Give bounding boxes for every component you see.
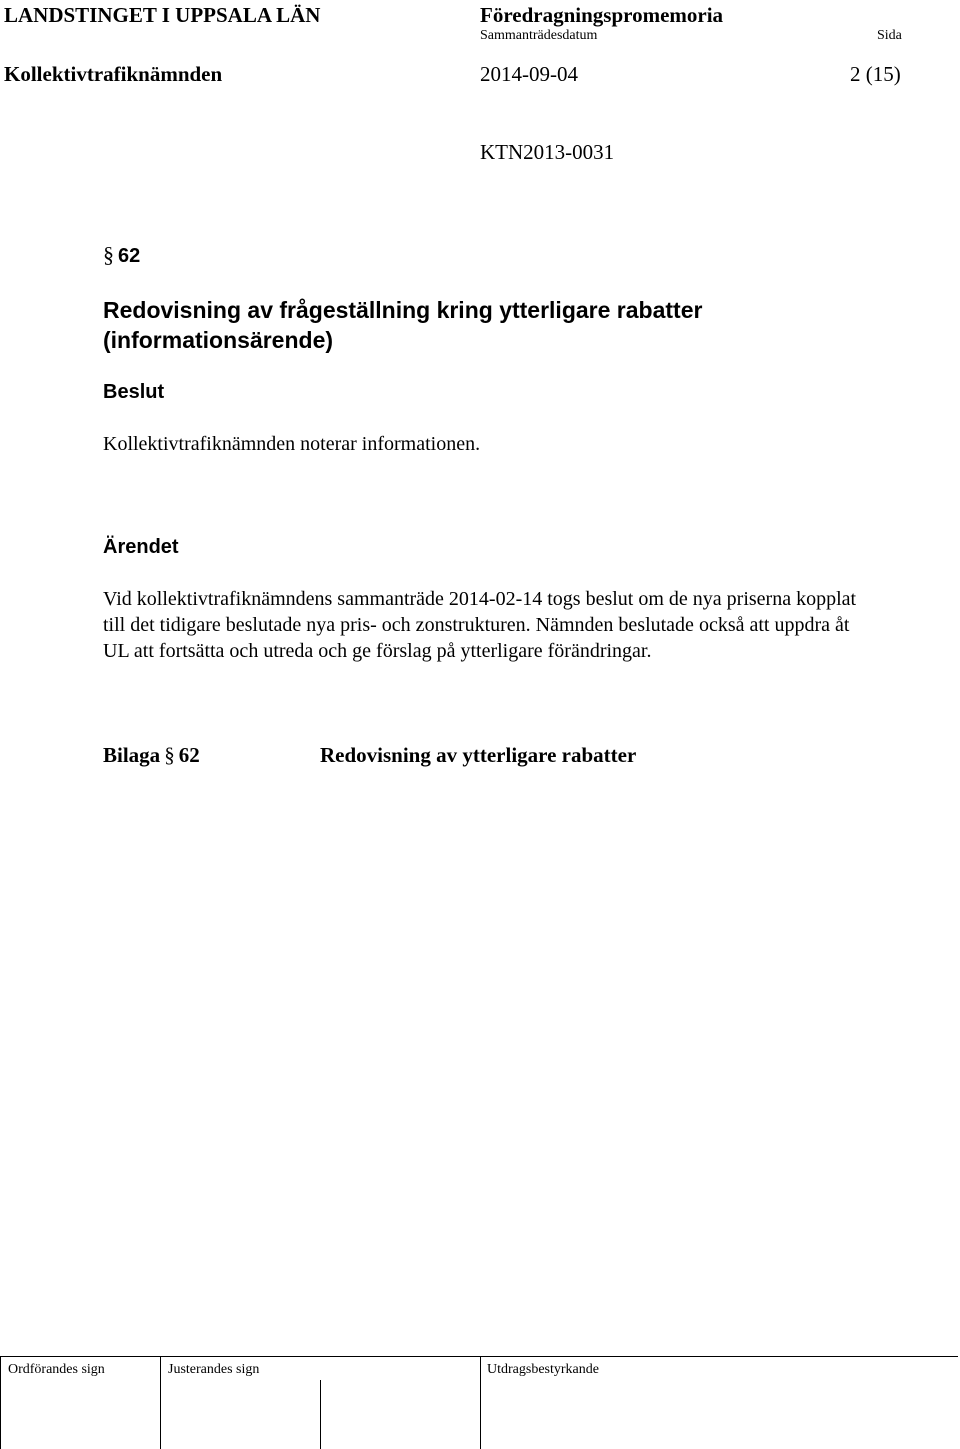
page-label: Sida xyxy=(877,28,902,43)
item-title xyxy=(103,295,702,355)
footer-cell-border xyxy=(480,1356,481,1449)
section-symbol: § xyxy=(103,242,114,267)
attachment-title: Redovisning av ytterligare rabatter xyxy=(320,743,637,767)
adjuster-sign-label: Justerandes sign xyxy=(168,1362,260,1377)
meeting-date-label: Sammanträdesdatum xyxy=(480,28,598,43)
matter-line: till det tidigare beslutade nya pris- och zonstrukturen. Nämnden beslutade också att uppdra åt xyxy=(103,614,850,636)
organization-name: LANDSTINGET I UPPSALA LÄN xyxy=(4,3,321,27)
item-title-line2: (informationsärende) xyxy=(103,327,334,353)
paragraph-number xyxy=(103,242,140,268)
attachment-reference xyxy=(103,743,200,768)
attachment-section-symbol: § xyxy=(164,743,175,767)
document-type: Föredragningspromemoria xyxy=(480,3,724,27)
committee-name: Kollektivtrafiknämnden xyxy=(4,62,223,86)
decision-text: Kollektivtrafiknämnden noterar informationen. xyxy=(103,433,481,455)
footer-cell-border xyxy=(0,1356,1,1449)
footer-divider xyxy=(0,1356,958,1357)
chair-sign-label: Ordförandes sign xyxy=(8,1362,105,1377)
page-number: 2 (15) xyxy=(850,62,901,86)
paragraph-number-value: 62 xyxy=(118,245,141,267)
footer-cell-border xyxy=(160,1356,161,1449)
case-number: KTN2013-0031 xyxy=(480,140,615,164)
meeting-date: 2014-09-04 xyxy=(480,62,578,86)
matter-line: Vid kollektivtrafiknämndens sammanträde 2014-02-14 togs beslut om de nya priserna kopplat xyxy=(103,588,857,610)
attachment-label: Bilaga xyxy=(103,743,161,767)
extract-certification-label: Utdragsbestyrkande xyxy=(487,1362,599,1377)
attachment-number: 62 xyxy=(178,743,200,767)
matter-heading: Ärendet xyxy=(103,536,179,558)
item-title-line1: Redovisning av frågeställning kring ytterligare rabatter xyxy=(103,297,703,323)
matter-line: UL att fortsätta och utreda och ge förslag på ytterligare förändringar. xyxy=(103,640,652,662)
footer-cell-border xyxy=(320,1380,321,1449)
decision-heading: Beslut xyxy=(103,381,165,403)
